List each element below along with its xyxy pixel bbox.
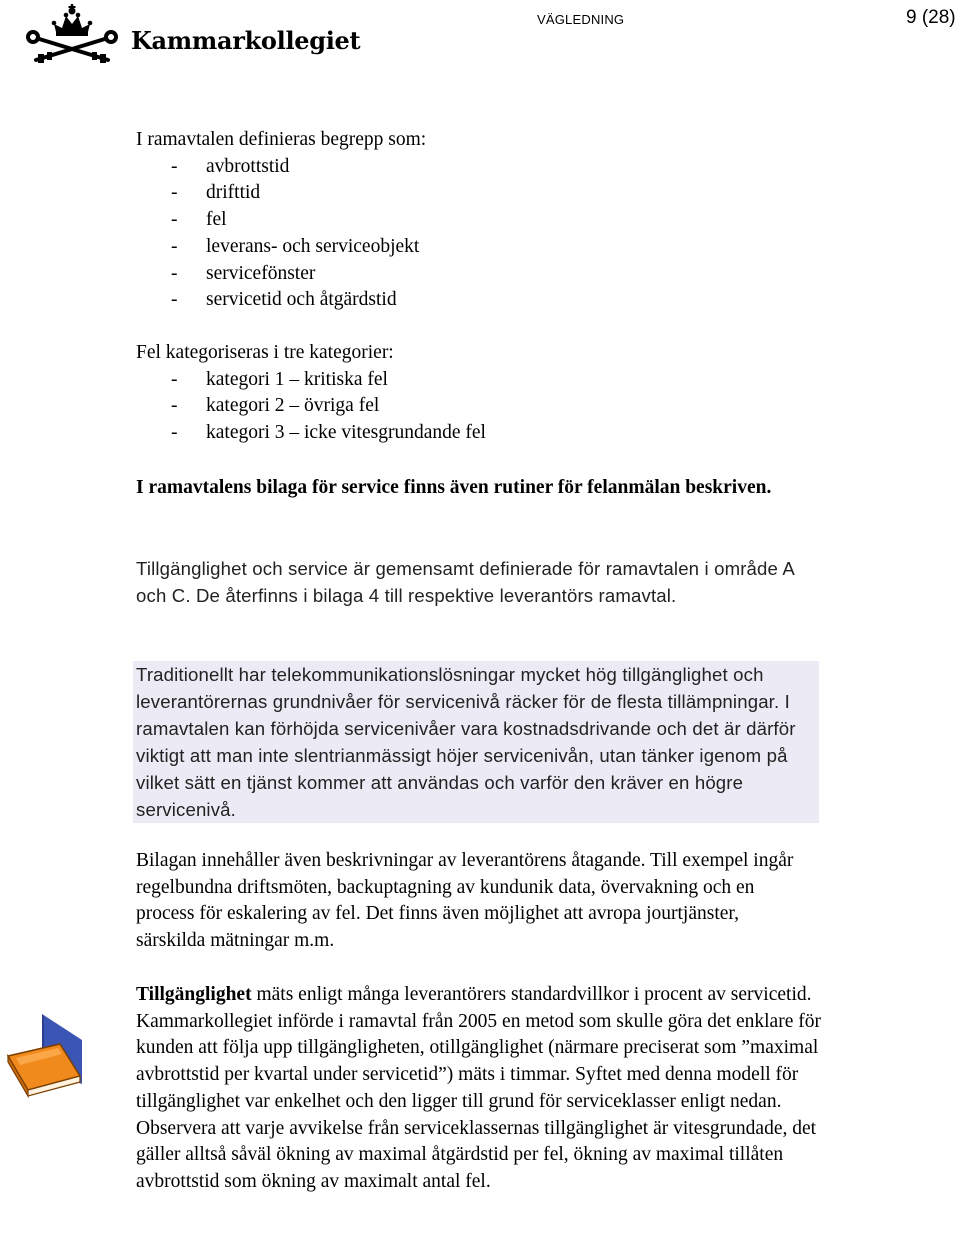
measurement-text: mäts enligt många leverantörers standardvillkor i procent av servicetid. Kammarkollegiet införde i ramavtal från 2005 en metod som skulle göra det enklare för kunden att följa upp tillgängligheten, otillgänglighet (närmare preciserat som ”maximal avbrottstid per kvartal under servicetid”) mäts i timmar. Syftet med denna modell för tillgänglighet var enkelhet och den ligger till grund för serviceklasser enligt nedan. Observera att varje avvikelse från serviceklassernas tillgänglighet är vitesgrundade, det gäller alltså såväl ökning av maximal åtgärdstid per fel, ökning av maximal tillåten avbrottstid som ökning av maximalt antal fel.	[136, 984, 821, 1192]
crown-keys-icon	[22, 2, 122, 64]
concepts-list	[136, 154, 826, 314]
book-icon	[2, 1010, 82, 1106]
routines-text: I ramavtalens bilaga för service finns även rutiner för felanmälan beskriven.	[136, 477, 772, 498]
list-item: - servicefönster	[136, 261, 826, 288]
list-item: - servicetid och åtgärdstid	[136, 287, 826, 314]
categories-list	[136, 367, 826, 447]
availability-text: Tillgänglighet och service är gemensamt definierade för ramavtalen i område A och C. De återfinns i bilaga 4 till respektive leverantörs ramavtal.	[136, 558, 794, 606]
highlighted-paragraph	[133, 661, 819, 823]
list-item: - kategori 1 – kritiska fel	[136, 367, 826, 394]
appendix-paragraph	[136, 848, 806, 955]
categories-intro: Fel kategoriseras i tre kategorier:	[136, 342, 394, 363]
list-item: - leverans- och serviceobjekt	[136, 234, 826, 261]
categories-section	[136, 340, 826, 447]
concepts-section	[136, 127, 826, 314]
list-item: - drifttid	[136, 180, 826, 207]
measurement-paragraph	[136, 982, 822, 1196]
page-number: 9 (28)	[906, 7, 956, 28]
concepts-intro: I ramavtalen definieras begrepp som:	[136, 129, 427, 150]
document-type-label: VÄGLEDNING	[537, 12, 625, 27]
measurement-text-container	[136, 982, 822, 1196]
list-item: - kategori 2 – övriga fel	[136, 393, 826, 420]
list-item: - avbrottstid	[136, 154, 826, 181]
appendix-text: Bilagan innehåller även beskrivningar av leverantörens åtagande. Till exempel ingår regelbundna driftsmöten, backuptagning av kundunik data, övervakning och en process för eskalering av fel. Det finns även möjlighet att avropa jourtjänster, särskilda mätningar m.m.	[136, 850, 794, 952]
logo-wordmark: Kammarkollegiet	[131, 26, 361, 55]
routines-paragraph	[136, 475, 796, 502]
traditional-text: Traditionellt har telekommunikationslösningar mycket hög tillgänglighet och leverantörernas grundnivåer för servicenivå räcker för de flesta tillämpningar. I ramavtalen kan förhöjda servicenivåer vara kostnadsdrivande och det är därför viktigt att man inte slentrianmässigt höjer servicenivån, utan tänker igenom på vilket sätt en tjänst kommer att användas och varför den kräver en högre servicenivå.	[136, 664, 796, 820]
list-item: - fel	[136, 207, 826, 234]
measurement-term: Tillgänglighet	[136, 984, 252, 1005]
availability-paragraph	[136, 555, 796, 609]
kammarkollegiet-logo	[22, 2, 361, 64]
list-item: - kategori 3 – icke vitesgrundande fel	[136, 420, 826, 447]
